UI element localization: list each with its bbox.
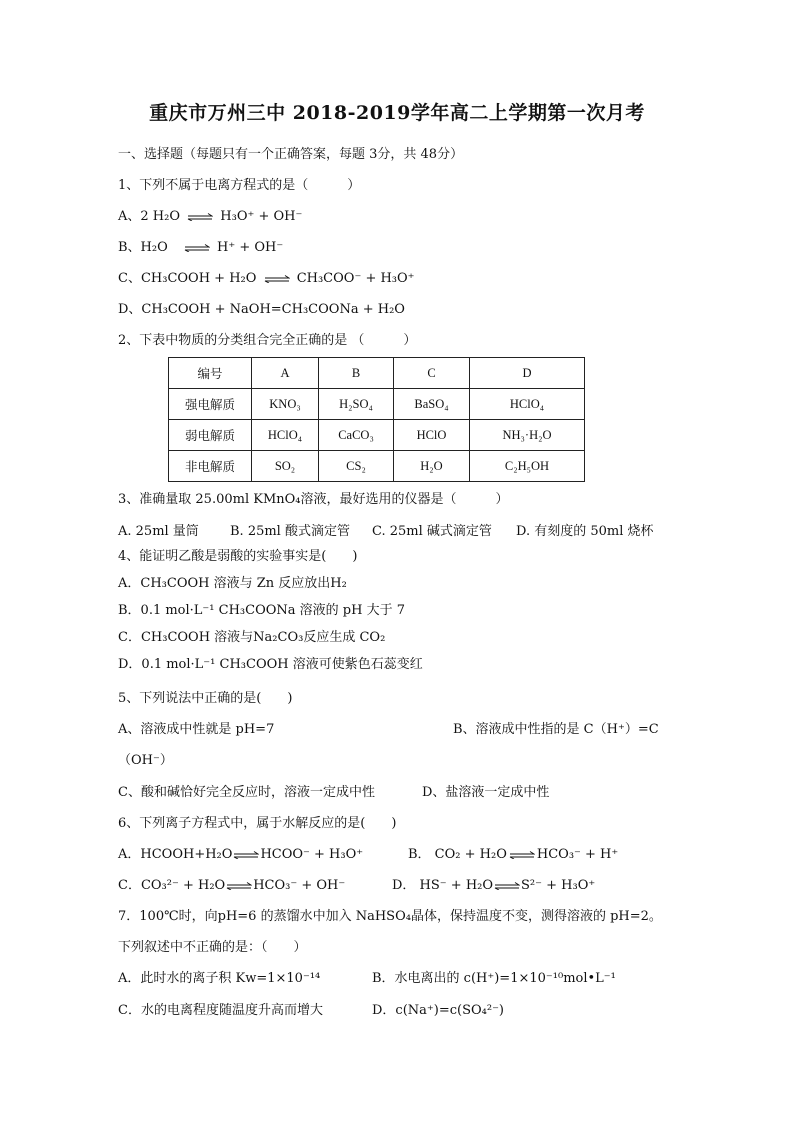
q3-option-d: D. 有刻度的 50ml 烧杯 <box>516 524 654 539</box>
q1-option-a <box>118 209 302 225</box>
q3-option-b: B. 25ml 酸式滴定管 <box>230 524 350 539</box>
table-cell: D <box>470 358 585 389</box>
table-cell: BaSO₄ <box>394 389 470 420</box>
q6-b-rhs: HCO₃⁻ + H⁺ <box>536 847 619 862</box>
equilibrium-arrow-icon <box>264 275 290 283</box>
table-cell: KNO₃ <box>252 389 319 420</box>
q1-a-lhs: A、2 H₂O <box>118 209 180 224</box>
q7-option-b: B．水电离出的 c(H⁺)=1×10⁻¹⁰mol•L⁻¹ <box>372 971 616 986</box>
q5-stem: 5、下列说法中正确的是( ) <box>118 691 293 706</box>
q4-stem: 4、能证明乙酸是弱酸的实验事实是( ) <box>118 549 358 564</box>
table-cell: 弱电解质 <box>169 420 252 451</box>
equilibrium-arrow-icon <box>494 882 520 890</box>
q4-option-a: A．CH₃COOH 溶液与 Zn 反应放出H₂ <box>118 576 347 591</box>
q6-option-c <box>118 878 345 894</box>
table-cell: 强电解质 <box>169 389 252 420</box>
q6-a-lhs: A．HCOOH+H₂O <box>118 847 233 862</box>
q5-option-c: C、酸和碱恰好完全反应时，溶液一定成中性 <box>118 785 375 800</box>
table-cell: 非电解质 <box>169 451 252 482</box>
q7-option-c: C．水的电离程度随温度升高而增大 <box>118 1003 323 1018</box>
q6-b-lhs: B． CO₂ + H₂O <box>408 847 507 862</box>
q6-a-rhs: HCOO⁻ + H₃O⁺ <box>260 847 364 862</box>
equilibrium-arrow-icon <box>226 882 252 890</box>
q6-d-lhs: D． HS⁻ + H₂O <box>392 878 494 893</box>
table-cell: 编号 <box>169 358 252 389</box>
q2-stem: 2、下表中物质的分类组合完全正确的是 （ ） <box>118 333 417 348</box>
q5-option-b: B、溶液成中性指的是 C（H⁺）=C <box>453 722 659 737</box>
section-heading: 一、选择题（每题只有一个正确答案，每题 3分，共 48分） <box>118 147 464 162</box>
table-cell: H₂SO₄ <box>319 389 394 420</box>
q5-option-a: A、溶液成中性就是 pH=7 <box>118 722 275 737</box>
table-row <box>169 451 585 482</box>
q6-option-b <box>408 847 618 863</box>
table-cell: HClO₄ <box>470 389 585 420</box>
q5-option-b-continued: （OH⁻） <box>118 753 173 768</box>
classification-table <box>168 357 585 482</box>
table-cell: A <box>252 358 319 389</box>
table-cell: CS₂ <box>319 451 394 482</box>
equilibrium-arrow-icon <box>509 851 535 859</box>
q7-stem: 7．100℃时，向pH=6 的蒸馏水中加入 NaHSO₄晶体，保持温度不变，测得溶液的 pH=2。 <box>118 909 662 924</box>
q6-option-a <box>118 847 363 863</box>
q6-stem: 6、下列离子方程式中，属于水解反应的是( ) <box>118 816 397 831</box>
q3-option-a: A. 25ml 量筒 <box>118 524 199 539</box>
q1-b-rhs: H⁺ + OH⁻ <box>217 240 284 255</box>
q6-option-d <box>392 878 595 894</box>
q4-option-d: D．0.1 mol·L⁻¹ CH₃COOH 溶液可使紫色石蕊变红 <box>118 657 423 672</box>
q6-d-rhs: S²⁻ + H₃O⁺ <box>521 878 596 893</box>
q1-option-c <box>118 271 415 287</box>
q1-option-b <box>118 240 283 256</box>
table-cell: C₂H₅OH <box>470 451 585 482</box>
q3-stem: 3、准确量取 25.00ml KMnO₄溶液，最好选用的仪器是（ ） <box>118 492 509 507</box>
q6-c-rhs: HCO₃⁻ + OH⁻ <box>253 878 346 893</box>
table-row <box>169 420 585 451</box>
q4-option-b: B．0.1 mol·L⁻¹ CH₃COONa 溶液的 pH 大于 7 <box>118 603 405 618</box>
q7-option-a: A．此时水的离子积 Kw=1×10⁻¹⁴ <box>118 971 321 986</box>
table-cell: HClO₄ <box>252 420 319 451</box>
q7-stem-continued: 下列叙述中不正确的是：（ ） <box>118 940 307 955</box>
q1-c-rhs: CH₃COO⁻ + H₃O⁺ <box>296 271 415 286</box>
q1-stem: 1、下列不属于电离方程式的是（ ） <box>118 178 361 193</box>
q1-b-lhs: B、H₂O <box>118 240 168 255</box>
equilibrium-arrow-icon <box>187 213 213 221</box>
q3-option-c: C. 25ml 碱式滴定管 <box>372 524 492 539</box>
table-cell: HClO <box>394 420 470 451</box>
q1-option-d: D、CH₃COOH + NaOH=CH₃COONa + H₂O <box>118 302 405 317</box>
table-cell: C <box>394 358 470 389</box>
table-cell: H₂O <box>394 451 470 482</box>
page-title: 重庆市万州三中 2018-2019学年高二上学期第一次月考 <box>149 102 645 124</box>
q6-c-lhs: C．CO₃²⁻ + H₂O <box>118 878 226 893</box>
table-cell: SO₂ <box>252 451 319 482</box>
q5-option-d: D、盐溶液一定成中性 <box>422 785 550 800</box>
equilibrium-arrow-icon <box>184 244 210 252</box>
table-cell: CaCO₃ <box>319 420 394 451</box>
table-row <box>169 389 585 420</box>
table-cell: NH₃·H₂O <box>470 420 585 451</box>
table-header-row <box>169 358 585 389</box>
table-cell: B <box>319 358 394 389</box>
q1-c-lhs: C、CH₃COOH + H₂O <box>118 271 257 286</box>
equilibrium-arrow-icon <box>233 851 259 859</box>
q1-a-rhs: H₃O⁺ + OH⁻ <box>220 209 303 224</box>
q7-option-d: D．c(Na⁺)=c(SO₄²⁻) <box>372 1003 504 1018</box>
q4-option-c: C．CH₃COOH 溶液与Na₂CO₃反应生成 CO₂ <box>118 630 386 645</box>
